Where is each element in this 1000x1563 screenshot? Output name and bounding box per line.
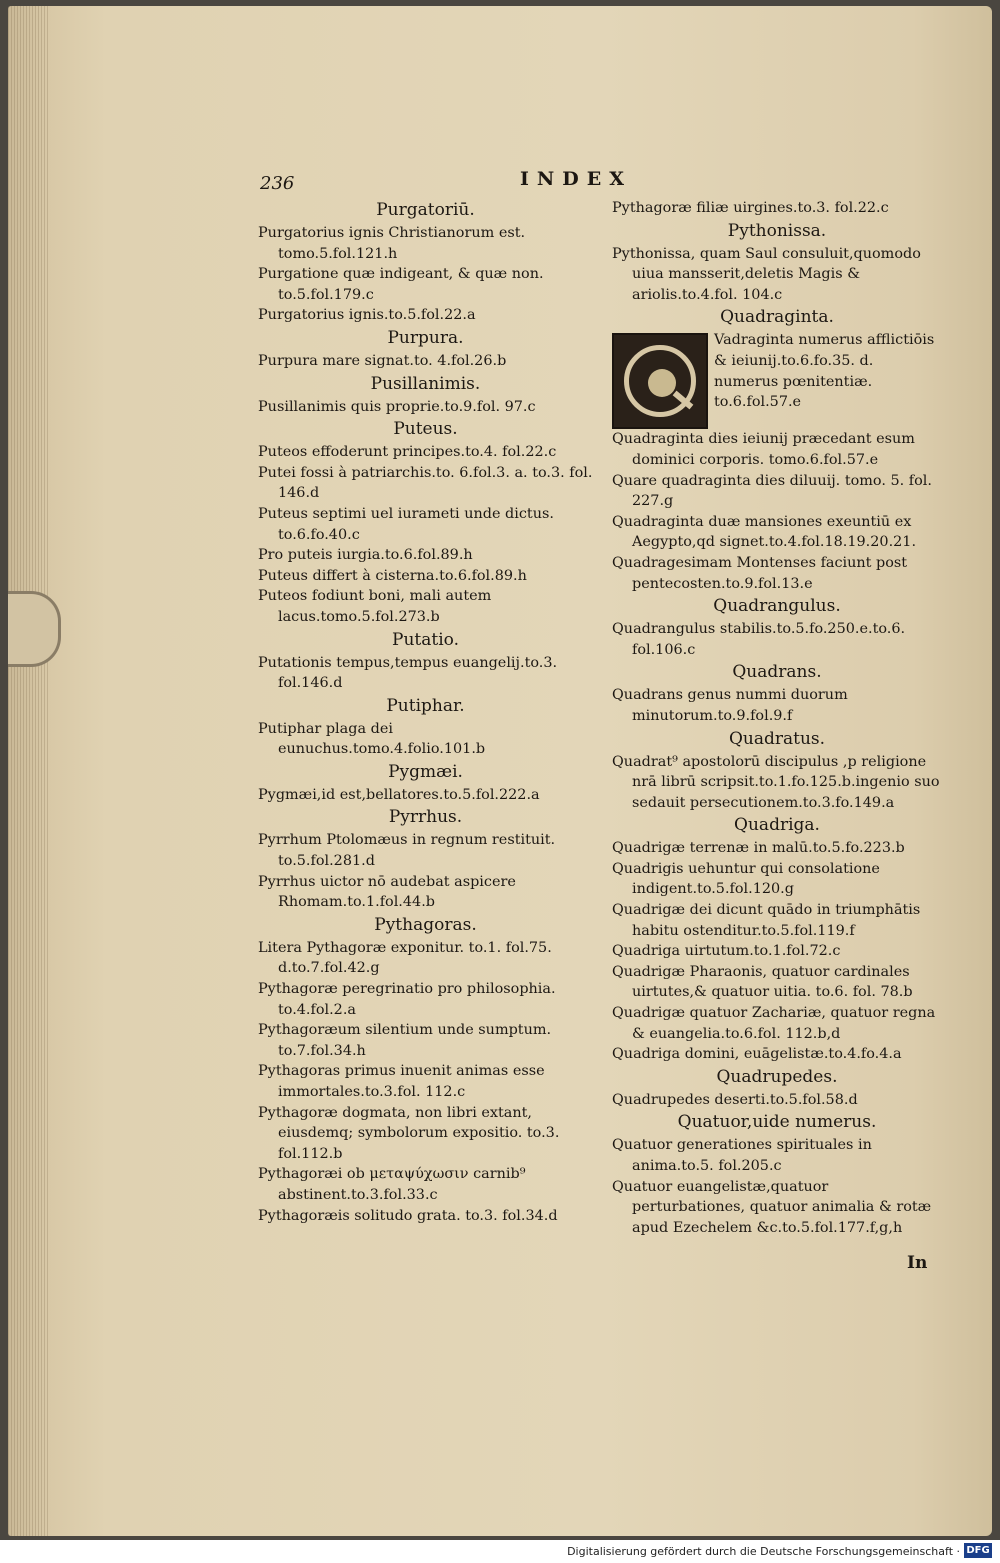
- page-edge: [8, 6, 48, 1536]
- index-entry: Quadrans genus nummi duorum minutorum.to.9.fol.9.f: [612, 687, 848, 724]
- index-heading: Pyrrhus.: [388, 807, 463, 828]
- index-entry: Quare quadraginta dies diluuij. tomo. 5. fol. 227.g: [612, 472, 932, 510]
- index-entry: Quadrigis uehuntur qui consolatione indigent.to.5.fol.120.g: [612, 860, 880, 898]
- index-entry: Quadragesimam Montenses faciunt post pentecosten.to.9.fol.13.e: [612, 554, 908, 592]
- index-entry: Pythonissa, quam Saul consuluit,quomodo uiua mansserit,deletis Magis & ariolis.to.4.fol. 104.c: [612, 245, 921, 303]
- index-entry: Quadriga uirtutum.to.1.fol.72.c: [612, 943, 841, 960]
- index-entry: Purgatione quæ indigeant, & quæ non. to.5.fol.179.c: [258, 266, 544, 303]
- index-entry: Pythagoræis solitudo grata. to.3. fol.34.d: [258, 1207, 558, 1224]
- index-heading: Quadrupedes.: [716, 1066, 838, 1087]
- index-entry: Pyrrhus uictor nō audebat aspicere Rhomam.to.1.fol.44.b: [258, 873, 516, 911]
- index-entry: Purgatorius ignis Christianorum est. tomo.5.fol.121.h: [258, 225, 526, 262]
- index-entry: Purpura mare signat.to. 4.fol.26.b: [258, 352, 507, 369]
- index-entry: Puteos fodiunt boni, mali autem lacus.tomo.5.fol.273.b: [258, 588, 492, 625]
- index-heading: Putiphar.: [386, 695, 465, 716]
- index-entry: Puteos effoderunt principes.to.4. fol.22.c: [258, 444, 557, 461]
- left-column: [258, 198, 593, 1226]
- index-heading: Quadraginta.: [720, 307, 834, 328]
- index-heading: Puteus.: [393, 419, 458, 440]
- right-column: [612, 198, 942, 1238]
- right-column-top: [612, 198, 942, 330]
- index-entry: Putiphar plaga dei eunuchus.tomo.4.folio.101.b: [258, 720, 486, 758]
- index-entry: Quadrangulus stabilis.to.5.fo.250.e.to.6. fol.106.c: [612, 621, 906, 658]
- index-heading: Quadriga.: [734, 815, 820, 836]
- index-entry: Pygmæi,id est,bellatores.to.5.fol.222.a: [258, 786, 540, 803]
- index-entry: Pythagoras primus inuenit animas esse immortales.to.3.fol. 112.c: [258, 1063, 545, 1100]
- index-entry: Quadrat⁹ apostolorū discipulus ,p religione nrā librū scripsit.to.1.fo.125.b.ingenio suo sedauit persecutionem.to.3.fo.149.a: [612, 753, 940, 811]
- running-head: INDEX: [520, 168, 632, 190]
- index-heading: Pusillanimis.: [370, 373, 481, 394]
- index-entry: Pythagoræ filiæ uirgines.to.3. fol.22.c: [612, 200, 889, 216]
- index-entry: Pythagoræ dogmata, non libri extant, eiusdemq; symbolorum expositio. to.3. fol.112.b: [258, 1104, 560, 1162]
- index-entry: Quadriga domini, euāgelistæ.to.4.fo.4.a: [612, 1046, 902, 1063]
- initial-block: [612, 330, 942, 429]
- initial-entry: Vadraginta numerus afflictiōis & ieiunij.to.6.fo.35. d. numerus pœnitentiæ. to.6.fol.57.e: [714, 332, 935, 411]
- index-entry: Pythagoræum silentium unde sumptum. to.7.fol.34.h: [258, 1022, 552, 1059]
- index-entry: Putei fossi à patriarchis.to. 6.fol.3. a. to.3. fol. 146.d: [258, 464, 593, 502]
- index-heading: Pythonissa.: [727, 220, 827, 241]
- index-heading: Pythagoras.: [374, 914, 477, 935]
- bookmark-clip: [8, 591, 61, 667]
- index-entry: Puteus differt à cisterna.to.6.fol.89.h: [258, 567, 527, 584]
- index-entry: Pythagoræ peregrinatio pro philosophia. to.4.fol.2.a: [258, 981, 556, 1018]
- right-column-bottom: [612, 429, 942, 1238]
- catchword: In: [907, 1253, 928, 1273]
- index-entry: Quadraginta duæ mansiones exeuntiū ex Aegypto,qd signet.to.4.fol.18.19.20.21.: [612, 513, 917, 551]
- index-entry: Purgatorius ignis.to.5.fol.22.a: [258, 307, 476, 324]
- index-entry: Quadrupedes deserti.to.5.fol.58.d: [612, 1091, 858, 1108]
- page-number: 236: [260, 173, 295, 194]
- index-entry: Pusillanimis quis proprie.to.9.fol. 97.c: [258, 398, 536, 415]
- footer-credit: Digitalisierung gefördert durch die Deutsche Forschungsgemeinschaft ·: [567, 1545, 960, 1558]
- index-heading: Putatio.: [392, 629, 459, 650]
- index-entry: Pythagoræi ob μεταψύχωσιν carnib⁹ abstinent.to.3.fol.33.c: [258, 1166, 526, 1203]
- index-entry: Pyrrhum Ptolomæus in regnum restituit. to.5.fol.281.d: [258, 832, 556, 870]
- index-entry: Quatuor generationes spirituales in anima.to.5. fol.205.c: [612, 1137, 872, 1174]
- index-entry: Pro puteis iurgia.to.6.fol.89.h: [258, 547, 473, 564]
- index-entry: Quadrigæ quatuor Zachariæ, quatuor regna & euangelia.to.6.fol. 112.b,d: [612, 1005, 936, 1042]
- index-heading: Quatuor,uide numerus.: [677, 1112, 877, 1133]
- index-entry: Quatuor euangelistæ,quatuor perturbationes, quatuor animalia & rotæ apud Ezechelem &c.to.5.fol.177.f,g,h: [612, 1178, 932, 1236]
- index-entry: Quadrigæ Pharaonis, quatuor cardinales uirtutes,& quatuor uitia. to.6. fol. 78.b: [612, 963, 913, 1001]
- index-entry: Quadrigæ terrenæ in malū.to.5.fo.223.b: [612, 840, 905, 857]
- decorated-initial-q: [612, 333, 708, 429]
- index-entry: Quadrigæ dei dicunt quādo in triumphātis habitu ostenditur.to.5.fol.119.f: [612, 902, 921, 939]
- index-heading: Quadrans.: [732, 662, 822, 683]
- index-heading: Quadratus.: [728, 728, 826, 749]
- dfg-logo: DFG: [964, 1543, 992, 1558]
- index-entry: Quadraginta dies ieiunij præcedant esum dominici corporis. tomo.6.fol.57.e: [612, 431, 915, 468]
- index-entry: Putationis tempus,tempus euangelij.to.3. fol.146.d: [258, 654, 558, 692]
- index-heading: Purpura.: [387, 327, 464, 348]
- index-entry: Litera Pythagoræ exponitur. to.1. fol.75. d.to.7.fol.42.g: [258, 939, 552, 977]
- index-heading: Pygmæi.: [388, 761, 463, 782]
- index-entry: Puteus septimi uel iurameti unde dictus. to.6.fo.40.c: [258, 505, 554, 543]
- index-heading: Quadrangulus.: [713, 596, 841, 617]
- index-heading: Purgatoriū.: [376, 200, 475, 220]
